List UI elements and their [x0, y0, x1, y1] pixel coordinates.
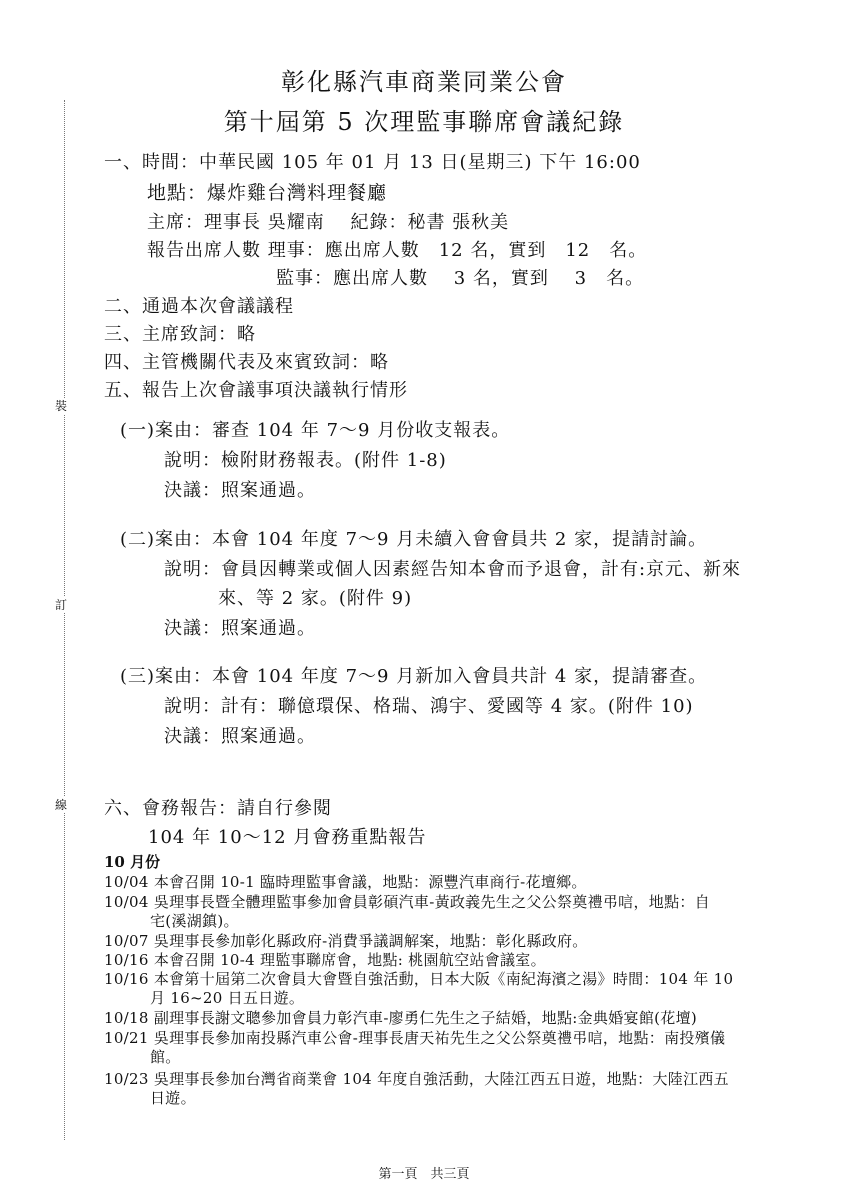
binding-line: [64, 100, 65, 1140]
list-item: [104, 891, 710, 912]
binding-mark-ding: 訂: [55, 598, 68, 612]
entry-text-continued: 日遊。: [150, 1089, 196, 1107]
entry-text: 本會召開 10-1 臨時理監事會議，地點：源豐汽車商行-花壇鄉。: [153, 873, 587, 891]
month-heading: 10 月份: [104, 853, 161, 871]
list-item: [104, 1027, 725, 1048]
binding-mark-xian: 線: [55, 798, 68, 812]
attendance-directors: 報告出席人數 理事：應出席人數 12 名，實到 12 名。: [147, 240, 648, 261]
entry-date: 10/04: [104, 893, 149, 911]
entry-text: 吳理事長參加彰化縣政府-消費爭議調解案，地點：彰化縣政府。: [153, 932, 588, 950]
case-description-continued: 來、等 2 家。(附件 9): [218, 588, 413, 609]
entry-text-continued: 館。: [150, 1048, 181, 1066]
entry-text: 本會第十屆第二次會員大會暨自強活動，日本大阪《南紀海濱之湯》時間：104 年 10: [153, 970, 734, 988]
page-number: 第一頁 共三頁: [378, 1167, 470, 1182]
section-previous-report-heading: 五、報告上次會議事項決議執行情形: [104, 380, 408, 401]
entry-date: 10/16: [104, 970, 149, 988]
list-item: [104, 949, 546, 970]
case-description: 說明：檢附財務報表。(附件 1-8): [164, 450, 447, 471]
list-item: [104, 930, 588, 951]
case-resolution: 決議：照案通過。: [164, 618, 316, 639]
case-description: 說明：計有：聯億環保、格瑞、鴻宇、愛國等 4 家。(附件 10): [164, 696, 694, 717]
case-resolution: 決議：照案通過。: [164, 480, 316, 501]
list-item: [104, 871, 587, 892]
entry-text-continued: 宅(溪湖鎮)。: [150, 912, 239, 930]
case-resolution: 決議：照案通過。: [164, 726, 316, 747]
entry-date: 10/16: [104, 951, 149, 969]
entry-date: 10/07: [104, 932, 149, 950]
entry-text: 副理事長謝文聰參加會員力彰汽車-廖勇仁先生之子結婚，地點:金典婚宴館(花壇): [153, 1009, 698, 1027]
affairs-report-subtitle: 104 年 10～12 月會務重點報告: [148, 827, 427, 848]
meeting-title: 第十屆第 5 次理監事聯席會議紀錄: [223, 108, 625, 136]
entry-date: 10/18: [104, 1009, 149, 1027]
section-agenda: 二、通過本次會議議程: [104, 296, 294, 317]
entry-text: 本會召開 10-4 理監事聯席會，地點: 桃園航空站會議室。: [153, 951, 546, 969]
section-chair-speech: 三、主席致詞：略: [104, 324, 256, 345]
entry-date: 10/04: [104, 873, 149, 891]
binding-mark-zhuang: 裝: [55, 399, 68, 413]
organization-title: 彰化縣汽車商業同業公會: [281, 68, 567, 96]
case-item: (二)案由：本會 104 年度 7～9 月未續入會會員共 2 家，提請討論。: [120, 529, 708, 550]
section-guest-speech: 四、主管機關代表及來賓致詞：略: [104, 352, 389, 373]
entry-text: 吳理事長參加台灣省商業會 104 年度自強活動，大陸江西五日遊，地點：大陸江西五: [153, 1070, 729, 1088]
case-item: (一)案由：審查 104 年 7～9 月份收支報表。: [120, 420, 511, 441]
list-item: [104, 1068, 729, 1089]
entry-text: 吳理事長參加南投縣汽車公會-理事長唐天祐先生之父公祭奠禮弔唁，地點：南投殯儀: [153, 1029, 726, 1047]
case-item: (三)案由：本會 104 年度 7～9 月新加入會員共計 4 家，提請審查。: [120, 666, 708, 687]
attendance-supervisors: 監事：應出席人數 3 名，實到 3 名。: [276, 268, 645, 289]
list-item: [104, 1007, 697, 1028]
section-affairs-report-heading: 六、會務報告：請自行參閱: [104, 798, 332, 819]
case-description: 說明：會員因轉業或個人因素經告知本會而予退會，計有:京元、新來: [164, 559, 742, 580]
meeting-place: 地點：爆炸雞台灣料理餐廳: [147, 182, 388, 204]
entry-text-continued: 月 16~20 日五日遊。: [150, 989, 305, 1007]
meeting-chair: 主席：理事長 吳耀南 紀錄：秘書 張秋美: [147, 212, 510, 233]
meeting-time: 一、時間：中華民國 105 年 01 月 13 日(星期三) 下午 16:00: [104, 152, 641, 173]
entry-text: 吳理事長暨全體理監事參加會員彰碩汽車-黃政義先生之父公祭奠禮弔唁，地點：自: [153, 893, 710, 911]
list-item: [104, 968, 733, 989]
entry-date: 10/21: [104, 1029, 149, 1047]
entry-date: 10/23: [104, 1070, 149, 1088]
